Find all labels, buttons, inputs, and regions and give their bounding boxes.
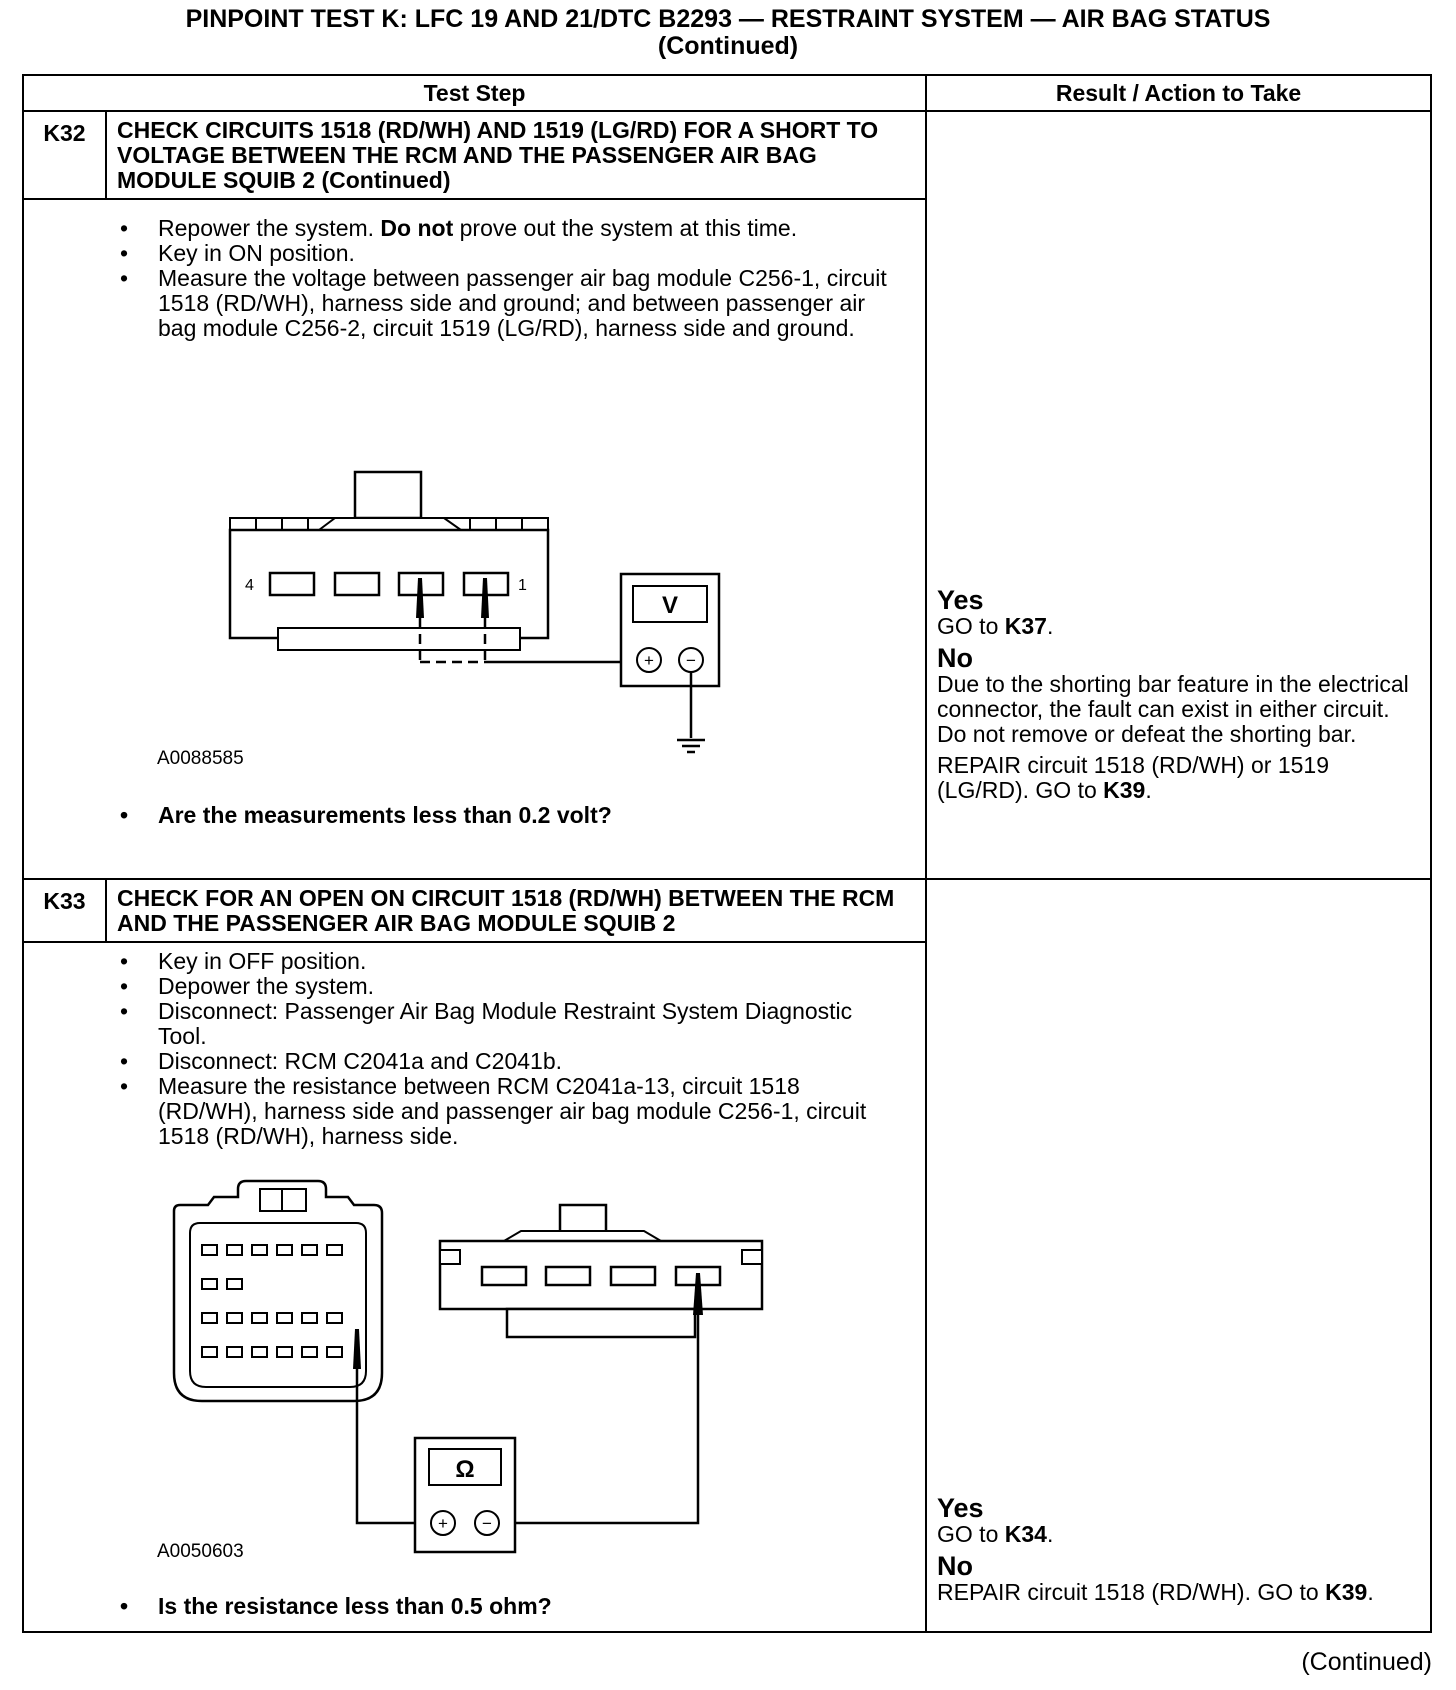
k33-resistance-diagram [24,943,927,1633]
k32-bullet-2: • Key in ON position. [24,241,925,266]
k32-bullet-1-pre: Repower the system. [158,215,381,241]
k32-yes-period: . [1046,613,1054,639]
rcm-pin [227,1245,242,1255]
k33-minus-sign: − [482,1514,492,1533]
title-line-1: PINPOINT TEST K: LFC 19 AND 21/DTC B2293 — RESTRAINT SYSTEM — AIR BAG STATUS [185,5,1271,33]
k33-question-text: Is the resistance less than 0.5 ohm? [158,1593,552,1619]
rcm-pin [327,1347,342,1357]
rcm-pin [227,1313,242,1323]
k32-no-target-link[interactable]: K39 [1103,777,1146,803]
k33-yes-target-link[interactable]: K34 [1004,1521,1047,1547]
k32-yes-action [937,614,1420,639]
rcm-pin [327,1245,342,1255]
k33-yes-action [937,1522,1420,1547]
k32-yes-label: Yes [937,585,984,615]
k32-no-label: No [937,643,974,673]
k32-pin-label-1: 1 [518,577,527,594]
header-test-step: Test Step [23,75,926,111]
k33-heading-row [23,879,1431,942]
rcm-pin [277,1313,292,1323]
k32-bullet-1-post: prove out the system at this time. [453,215,798,241]
k32-meter-symbol: V [661,592,679,619]
rcm-pin [252,1313,267,1323]
pinpoint-test-table [22,74,1432,1633]
k33-bullet-3: • Disconnect: Passenger Air Bag Module Restraint System Diagnostic Tool. [24,999,925,1049]
k33-no-period: . [1367,1579,1374,1605]
k32-pin-label-4: 4 [245,577,254,594]
k32-result-content [937,587,1420,809]
k33-result-cell [926,879,1431,1632]
k32-yes-text: GO to [937,613,1005,639]
k32-heading-row [23,111,1431,199]
title-line-2: (Continued) [657,32,799,60]
k33-bullet-2: • Depower the system. [24,974,925,999]
k33-no-target-link[interactable]: K39 [1325,1579,1368,1605]
rcm-pin [202,1245,217,1255]
k33-result-content [937,1495,1420,1611]
k32-voltage-diagram [24,200,927,880]
rcm-pin [302,1313,317,1323]
k32-no-text: REPAIR circuit 1518 (RD/WH) or 1519 (LG/RD). GO to [937,752,1329,803]
rcm-pin [252,1245,267,1255]
rcm-pin [202,1313,217,1323]
rcm-pin [227,1279,242,1289]
k33-no-text: REPAIR circuit 1518 (RD/WH). GO to [937,1579,1326,1605]
k33-bullet-1: • Key in OFF position. [24,949,925,974]
k33-meter-symbol: Ω [455,1456,475,1483]
k33-yes-text: GO to [937,1521,1005,1547]
k32-step-body [23,199,926,879]
k32-result-cell [926,111,1431,879]
k32-no-action [937,753,1420,803]
rcm-pin [302,1347,317,1357]
rcm-pin [327,1313,342,1323]
k32-figure-id: A0088585 [157,748,244,769]
k32-plus-sign: + [644,651,654,670]
rcm-pin [202,1347,217,1357]
k33-plus-sign: + [438,1514,448,1533]
k33-bullet-4: • Disconnect: RCM C2041a and C2041b. [24,1049,925,1074]
k32-step-id: K32 [23,111,106,199]
k32-bullet-1-bold: Do not [380,215,454,241]
k33-no-action [937,1580,1420,1605]
footer-continued: (Continued) [1301,1648,1432,1676]
rcm-pin [277,1245,292,1255]
k32-minus-sign: − [686,651,696,670]
rcm-pin [227,1347,242,1357]
k33-step-id: K33 [23,879,106,942]
rcm-pin [302,1245,317,1255]
rcm-pin [252,1347,267,1357]
k32-yes-target-link[interactable]: K37 [1004,613,1047,639]
page-title [0,6,1456,60]
k32-bullet-3: • Measure the voltage between passenger air bag module C256-1, circuit 1518 (RD/WH), harness side and ground; and between passenger air bag module C256-2, circuit 1519 (LG/RD), harness side and ground. [24,266,925,341]
k32-no-period: . [1145,777,1152,803]
k33-no-label: No [937,1551,974,1581]
k32-question-text: Are the measurements less than 0.2 volt? [158,802,612,828]
k33-step-heading: CHECK FOR AN OPEN ON CIRCUIT 1518 (RD/WH) BETWEEN THE RCM AND THE PASSENGER AIR BAG MODULE SQUIB 2 [106,879,926,942]
k32-step-heading: CHECK CIRCUITS 1518 (RD/WH) AND 1519 (LG/RD) FOR A SHORT TO VOLTAGE BETWEEN THE RCM AND THE PASSENGER AIR BAG MODULE SQUIB 2 (Continued) [106,111,926,199]
k33-step-body [23,942,926,1632]
k33-yes-label: Yes [937,1493,984,1523]
k33-figure-id: A0050603 [157,1541,244,1562]
k32-no-explanation: Due to the shorting bar feature in the electrical connector, the fault can exist in either circuit. Do not remove or defeat the shorting bar. [937,671,1409,747]
rcm-pin [202,1279,217,1289]
header-result: Result / Action to Take [926,75,1431,111]
k33-bullet-5: • Measure the resistance between RCM C2041a-13, circuit 1518 (RD/WH), harness side and passenger air bag module C256-1, circuit 1518 (RD/WH), harness side. [24,1074,925,1149]
k33-yes-period: . [1046,1521,1054,1547]
table-header-row [23,75,1431,111]
rcm-pin [277,1347,292,1357]
